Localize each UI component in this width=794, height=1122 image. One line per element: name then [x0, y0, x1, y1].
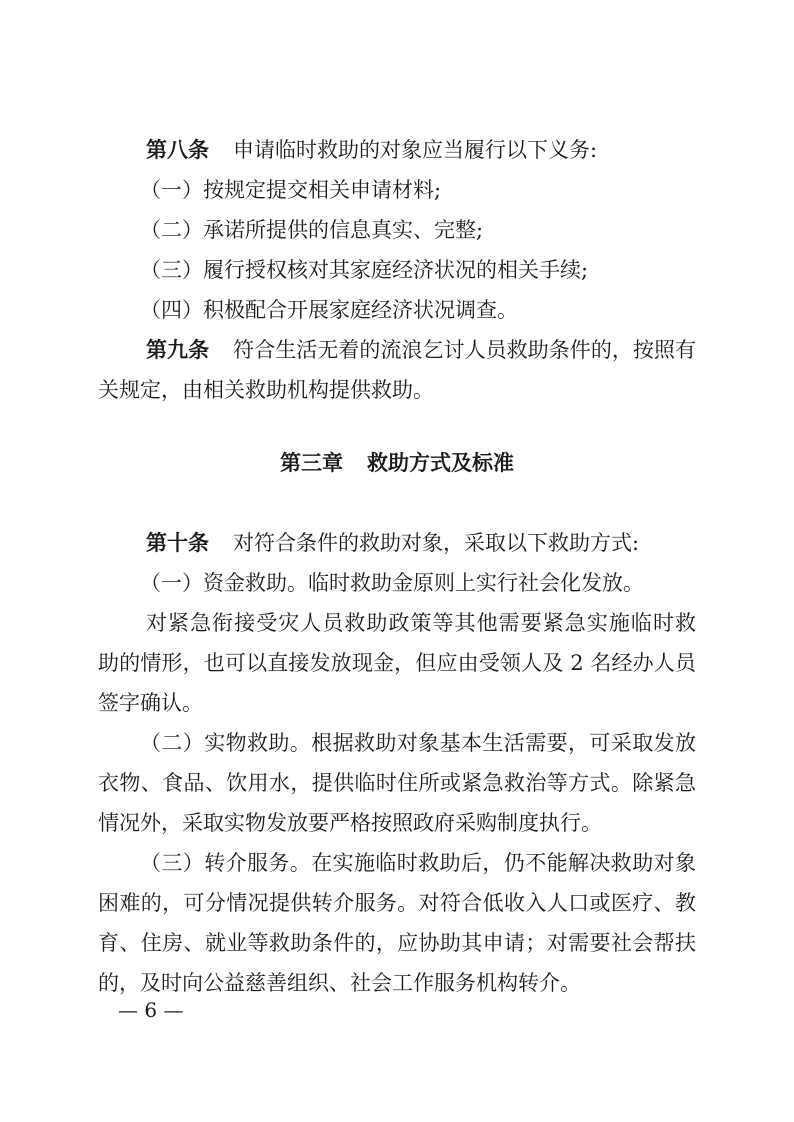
article-8-item-2-text: （二）承诺所提供的信息真实、完整;	[140, 218, 484, 242]
article-8-item-3-text: （三）履行授权核对其家庭经济状况的相关手续;	[140, 258, 589, 282]
article-9-line-2	[0, 370, 794, 410]
article-9-text-2: 关规定，由相关救助机构提供救助。	[98, 378, 434, 402]
article-10-item-1-text: （一）资金救助。临时救助金原则上实行社会化发放。	[140, 571, 644, 595]
article-10-item-1-para-line-2	[0, 643, 794, 683]
paragraph-text: （二）实物救助。根据救助对象基本生活需要，可采取发放	[140, 731, 696, 755]
article-8-item-1	[0, 170, 794, 210]
article-8-item-4	[0, 290, 794, 330]
article-10-item-3-line-1	[0, 843, 794, 883]
paragraph-text: 困难的，可分情况提供转介服务。对符合低收入人口或医疗、教	[98, 891, 696, 915]
article-9-text-1: 符合生活无着的流浪乞讨人员救助条件的，按照有	[233, 338, 697, 362]
paragraph-text: 情况外，采取实物发放要严格按照政府采购制度执行。	[98, 811, 602, 835]
article-10-item-2-line-1	[0, 723, 794, 763]
article-10-item-2-line-3	[0, 803, 794, 843]
article-10-item-1	[0, 563, 794, 603]
paragraph-text: 助的情形，也可以直接发放现金，但应由受领人及 2 名经办人员	[98, 651, 696, 675]
article-10-item-1-para-line-1	[0, 603, 794, 643]
article-10-text: 对符合条件的救助对象，采取以下救助方式:	[233, 531, 640, 555]
article-8-label: 第八条	[146, 138, 209, 162]
article-10-item-1-para-line-3	[0, 683, 794, 723]
paragraph-text: （三）转介服务。在实施临时救助后，仍不能解决救助对象	[140, 851, 696, 875]
chapter-3-title: 救助方式及标准	[367, 451, 514, 475]
article-8-text: 申请临时救助的对象应当履行以下义务:	[233, 138, 598, 162]
article-10-label: 第十条	[146, 531, 209, 555]
article-8-item-4-text: （四）积极配合开展家庭经济状况调查。	[140, 298, 518, 322]
article-10-item-2-line-2	[0, 763, 794, 803]
page-number: — 6 —	[118, 998, 184, 1022]
article-10-item-3-line-3	[0, 923, 794, 963]
chapter-3-heading	[0, 443, 794, 483]
article-9-line-1	[0, 330, 794, 370]
chapter-3-label: 第三章	[280, 451, 343, 475]
article-8-item-3	[0, 250, 794, 290]
paragraph-text: 签字确认。	[98, 691, 203, 715]
paragraph-text: 对紧急衔接受灾人员救助政策等其他需要紧急实施临时救	[146, 611, 696, 635]
article-8-item-1-text: （一）按规定提交相关申请材料;	[140, 178, 442, 202]
article-9-label: 第九条	[146, 338, 210, 362]
article-10-item-3-line-2	[0, 883, 794, 923]
paragraph-text: 衣物、食品、饮用水，提供临时住所或紧急救治等方式。除紧急	[98, 771, 696, 795]
article-8-heading-line	[0, 130, 794, 170]
article-10-heading-line	[0, 523, 794, 563]
paragraph-text: 育、住房、就业等救助条件的，应协助其申请；对需要社会帮扶	[98, 931, 696, 955]
paragraph-text: 的，及时向公益慈善组织、社会工作服务机构转介。	[98, 971, 581, 995]
article-8-item-2	[0, 210, 794, 250]
